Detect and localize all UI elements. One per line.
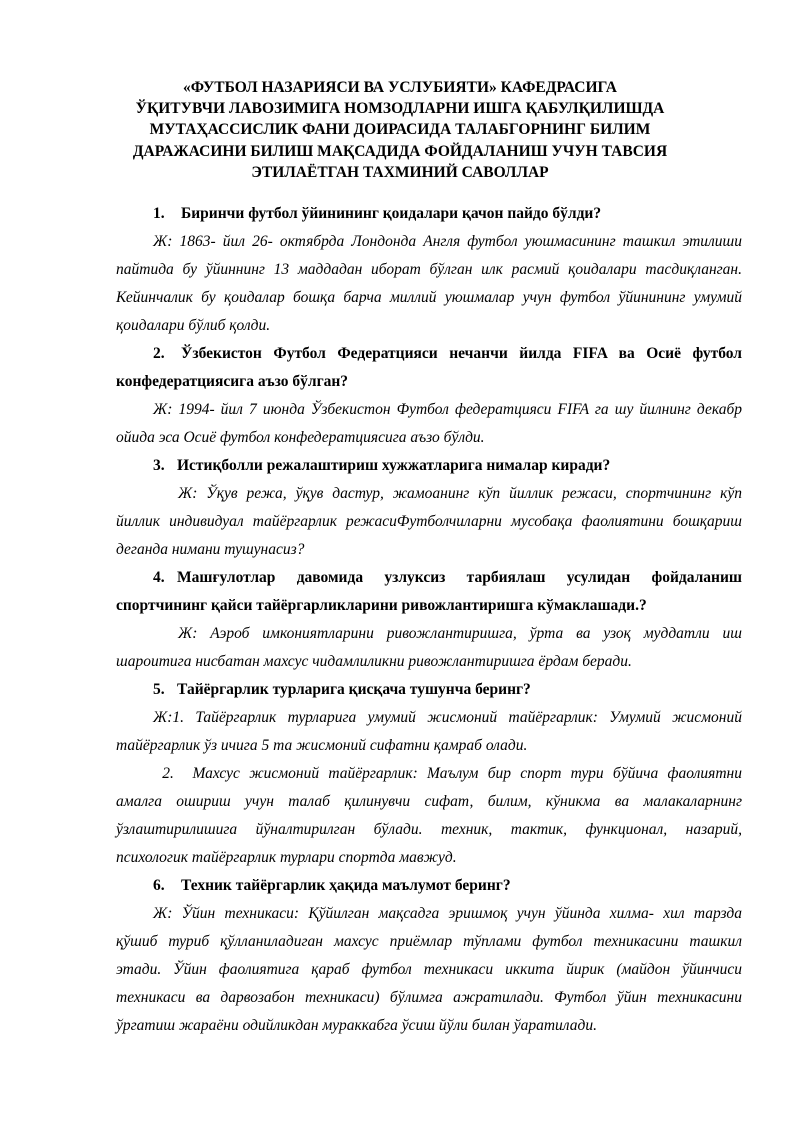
answer-line: қўшиб туриб қўлланиладиган махсус приёмлар тўплами футбол техникасини ташкил <box>116 933 742 950</box>
question-2 <box>153 345 742 363</box>
answer-line: Ж: Ўйин техникаси: Қўйилган мақсадга эришмоқ учун ўйинда хилма- хил тарзда <box>153 905 742 922</box>
answer-line: ўргатиш жараёни одийликдан мураккабга ўсиш йўли билан ўаратилади. <box>116 1017 597 1034</box>
answer-line: 2. Махсус жисмоний тайёргарлик: Маълум бир спорт тури бўйича фаолиятни <box>153 765 742 782</box>
question-text: Истиқболли режалаштириш хужжатларига нималар киради? <box>177 457 611 474</box>
question-text: Биринчи футбол ўйинининг қоидалари қачон пайдо бўлди? <box>181 205 602 222</box>
answer-line: қоидалари бўлиб қолди. <box>116 317 271 334</box>
question-number: 1. <box>153 205 165 222</box>
answer-line: йиллик индивидуал тайёргарлик режасиФутболчиларни мусобақа фаолиятини бошқариш <box>116 513 742 530</box>
question-4 <box>153 569 742 587</box>
answer-line: тайёргарлик ўз ичига 5 та жисмоний сифатни қамраб олади. <box>116 737 528 754</box>
answer-line: Ж:1. Тайёргарлик турларига умумий жисмоний тайёргарлик: Умумий жисмоний <box>153 709 742 726</box>
title-line: ЎҚИТУВЧИ ЛАВОЗИМИГА НОМЗОДЛАРНИ ИШГА ҚАБУЛҚИЛИШДА <box>135 100 665 118</box>
answer-line: пайтида бу ўйиннинг 13 маддадан иборат бўлган илк расмий қоидалари тасдиқланган. <box>116 261 742 278</box>
question-number: 2. <box>153 345 165 362</box>
question-number: 6. <box>153 877 165 894</box>
title-line: ЭТИЛАЁТГАН ТАХМИНИЙ САВОЛЛАР <box>251 163 549 181</box>
answer-line: Ж: 1863- йил 26- октябрда Лондонда Англя футбол уюшмасининг ташкил этилиши <box>153 233 742 250</box>
title-line: ДАРАЖАСИНИ БИЛИШ МАҚСАДИДА ФОЙДАЛАНИШ УЧУН ТАВСИЯ <box>132 142 668 160</box>
answer-line: Кейинчалик бу қоидалар бошқа барча миллий уюшмалар учун футбол ўйинининг умумий <box>116 289 742 306</box>
answer-line: Ж: 1994- йил 7 июнда Ўзбекистон Футбол федератцияси FIFA га шу йилнинг декабр <box>153 401 742 418</box>
question-text: Техник тайёргарлик ҳақида маълумот беринг? <box>181 877 511 894</box>
title-line: «ФУТБОЛ НАЗАРИЯСИ ВА УСЛУБИЯТИ» КАФЕДРАСИГА <box>183 79 617 96</box>
answer-line: деганда нимани тушунасиз? <box>116 541 305 558</box>
answer-line: Ж: Аэроб имкониятларини ривожлантиришга, ўрта ва узоқ муддатли иш <box>178 625 742 642</box>
question-text: Тайёргарлик турларига қисқача тушунча беринг? <box>177 681 531 698</box>
document-title <box>100 77 700 183</box>
answer-line: этади. Ўйин фаолиятига қараб футбол техникаси иккита йирик (майдон ўйинчиси <box>116 961 742 978</box>
question-text: Ўзбекистон Футбол Федератцияси нечанчи йилда FIFA ва Осиё футбол <box>181 345 742 362</box>
title-line: МУТАҲАССИСЛИК ФАНИ ДОИРАСИДА ТАЛАБГОРНИНГ БИЛИМ <box>149 121 651 139</box>
question-3 <box>153 457 779 475</box>
question-number: 4. <box>153 569 165 586</box>
answer-line: психологик тайёргарлик турлари спортда мавжуд. <box>116 849 457 866</box>
answer-line: амалга ошириш учун талаб қилинувчи сифат, билим, кўникма ва малакаларнинг <box>116 793 742 810</box>
question-number: 5. <box>153 681 165 698</box>
question-text: конфедератциясига аъзо бўлган? <box>116 373 349 390</box>
answer-line: Ж: Ўқув режа, ўқув дастур, жамоанинг кўп йиллик режаси, спортчининг кўп <box>178 485 742 502</box>
question-6 <box>153 877 779 895</box>
question-5 <box>153 681 779 699</box>
question-text: Машғулотлар давомида узлуксиз тарбиялаш усулидан фойдаланиш <box>177 569 742 586</box>
answer-line: ўзлаштирилишига йўналтирилган бўлади. техник, тактик, функционал, назарий, <box>116 821 742 838</box>
question-1 <box>153 205 779 223</box>
answer-line: шароитига нисбатан махсус чидамлиликни ривожлантиришга ёрдам беради. <box>116 653 632 670</box>
question-number: 3. <box>153 457 165 474</box>
answer-line: техникаси ва дарвозабон техникаси) бўлимга ажратилади. Футбол ўйин техникасини <box>116 989 742 1006</box>
answer-line: ойида эса Осиё футбол конфедератциясига аъзо бўлди. <box>116 429 485 446</box>
question-text: спортчининг қайси тайёргарликларини ривожлантиришга кўмаклашади.? <box>116 597 647 614</box>
